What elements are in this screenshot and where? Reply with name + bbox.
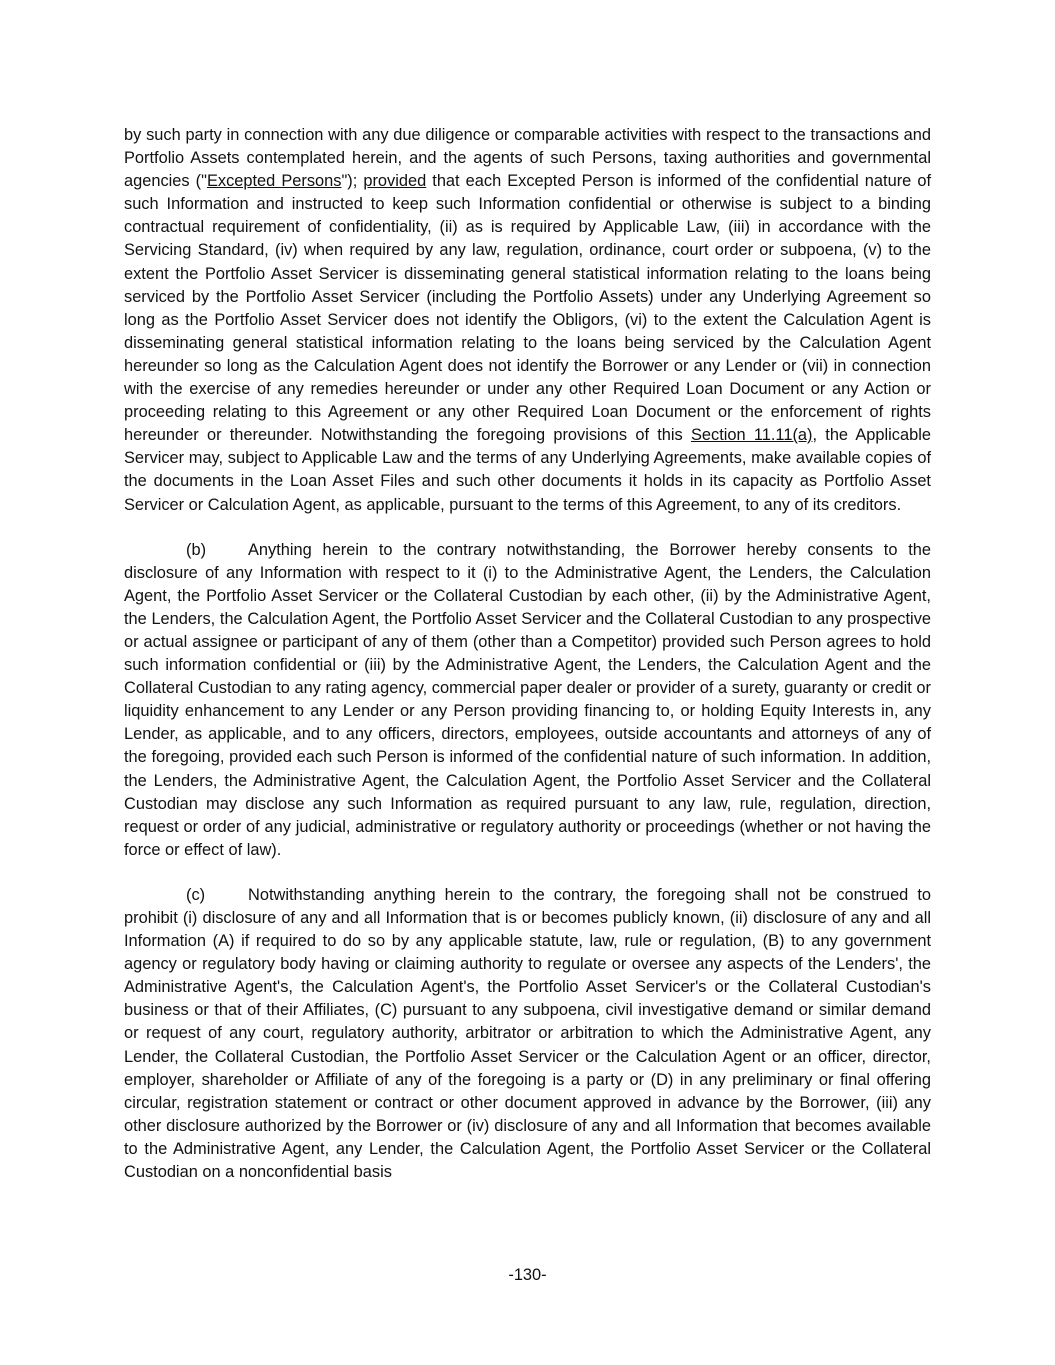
section-reference: Section 11.11(a) <box>690 426 813 445</box>
paragraph-b-label: (b) <box>186 540 207 559</box>
excepted-persons-term: Excepted Persons <box>206 172 342 191</box>
paragraph-c-label: (c) <box>186 885 206 904</box>
document-body <box>124 124 931 1184</box>
paragraph-b-text: Anything herein to the contrary notwithstanding, the Borrower hereby consents to the disclosure of any Information with respect to it (i) to the Administrative Agent, the Lenders, the Calculation Agent, the Portfolio Asset Servicer or the Collateral Custodian by each other, (ii) by the Administrative Agent, the Lenders, the Calculation Agent, the Portfolio Asset Servicer and the Collateral Custodian to any prospective or actual assignee or participant of any of them (other than a Competitor) provided such Person agrees to hold such information confidential or (iii) by the Administrative Agent, the Lenders, the Calculation Agent and the Collateral Custodian to any rating agency, commercial paper dealer or provider of a surety, guaranty or credit or liquidity enhancement to any Lender or any Person providing financing to, or holding Equity Interests in, any Lender, as applicable, and to any officers, directors, employees, outside accountants and attorneys of any of the foregoing, provided each such Person is informed of the confidential nature of such information. In addition, the Lenders, the Administrative Agent, the Calculation Agent, the Portfolio Asset Servicer and the Collateral Custodian may disclose any such Information as required pursuant to any law, rule, regulation, direction, request or order of any judicial, administrative or regulatory authority or proceedings (whether or not having the force or effect of law). <box>124 540 931 859</box>
paragraph-text: that each Excepted Person is informed of the confidential nature of such Information and instructed to keep such Information confidential or otherwise is subject to a binding contractual requirement of confidentiality, (ii) as is required by Applicable Law, (iii) in accordance with the Servicing Standard, (iv) when required by any law, regulation, ordinance, court order or subpoena, (v) to the extent the Portfolio Asset Servicer is disseminating general statistical information relating to the loans being serviced by the Portfolio Asset Servicer (including the Portfolio Assets) under any Underlying Agreement so long as the Portfolio Asset Servicer does not identify the Obligors, (vi) to the extent the Calculation Agent is disseminating general statistical information relating to the loans being serviced by the Calculation Agent hereunder so long as the Calculation Agent does not identify the Borrower or any Lender or (vii) in connection with the exercise of any remedies hereunder or under any other Required Loan Document or any Action or proceeding relating to this Agreement or any other Required Loan Document or the enforcement of rights hereunder or thereunder. Notwithstanding the foregoing provisions of this <box>124 172 931 445</box>
paragraph-text: "); <box>341 172 364 191</box>
paragraph-text: by such party in connection with any due diligence or comparable activities with respect to the transactions and Portfolio Assets contemplated herein, and the agents of such Persons, taxing authorities and governmental agencies (" <box>124 126 931 191</box>
paragraph-c-text: Notwithstanding anything herein to the contrary, the foregoing shall not be construed to prohibit (i) disclosure of any and all Information that is or becomes publicly known, (ii) disclosure of any and all Information (A) if required to do so by any applicable statute, law, rule or regulation, (B) to any government agency or regulatory body having or claiming authority to regulate or oversee any aspects of the Lenders', the Administrative Agent's, the Calculation Agent's, the Portfolio Asset Servicer's or the Collateral Custodian's business or that of their Affiliates, (C) pursuant to any subpoena, civil investigative demand or similar demand or request of any court, regulatory authority, arbitrator or arbitration to which the Administrative Agent, any Lender, the Collateral Custodian, the Portfolio Asset Servicer or the Calculation Agent or an officer, director, employer, shareholder or Affiliate of any of the foregoing is a party or (D) in any preliminary or final offering circular, registration statement or contract or other document approved in advance by the Borrower, (iii) any other disclosure authorized by the Borrower or (iv) disclosure of any and all Information that becomes available to the Administrative Agent, any Lender, the Calculation Agent, the Portfolio Asset Servicer or the Collateral Custodian on a nonconfidential basis <box>124 885 931 1182</box>
page-number: -130- <box>508 1266 547 1284</box>
paragraph-c <box>124 884 931 1184</box>
provided-term: provided <box>363 172 427 191</box>
paragraph-text: , the Applicable Servicer may, subject to Applicable Law and the terms of any Underlying Agreements, make available copies of the documents in the Loan Asset Files and such other documents it holds in its capacity as Portfolio Asset Servicer or Calculation Agent, as applicable, pursuant to the terms of this Agreement, to any of its creditors. <box>124 426 931 514</box>
paragraph-b <box>124 539 931 862</box>
paragraph-a-continuation <box>124 124 931 517</box>
